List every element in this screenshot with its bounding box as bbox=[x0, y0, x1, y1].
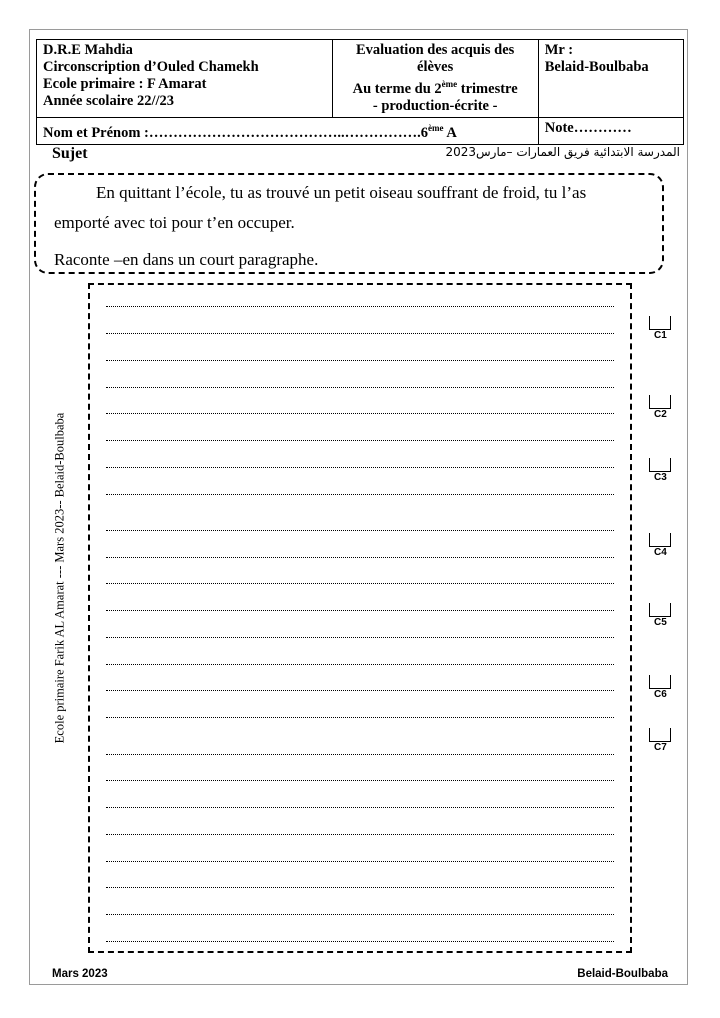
dotted-writing-line[interactable] bbox=[106, 360, 614, 361]
teacher-cell bbox=[538, 40, 683, 118]
criterion-box[interactable] bbox=[649, 533, 671, 547]
dotted-writing-line[interactable] bbox=[106, 834, 614, 835]
dotted-writing-line[interactable] bbox=[106, 413, 614, 414]
criterion-c7 bbox=[649, 728, 689, 754]
eval-title-line1: Evaluation des acquis des bbox=[355, 42, 515, 58]
footer-date: Mars 2023 bbox=[52, 968, 108, 980]
dotted-writing-line[interactable] bbox=[106, 664, 614, 665]
criterion-c2 bbox=[649, 395, 689, 421]
dotted-writing-line[interactable] bbox=[106, 861, 614, 862]
dotted-writing-line[interactable] bbox=[106, 387, 614, 388]
vertical-side-text: Ecole primaire Farik AL Amarat --- Mars 2023-- Belaid-Boulbaba bbox=[52, 412, 67, 744]
eval-title-line3: Au terme du 2ème trimestre bbox=[352, 79, 518, 97]
criterion-box[interactable] bbox=[649, 675, 671, 689]
dotted-writing-line[interactable] bbox=[106, 754, 614, 755]
circonscription-text: Circonscription d’Ouled Chamekh bbox=[43, 59, 259, 75]
criterion-label: C5 bbox=[654, 617, 667, 628]
dotted-writing-line[interactable] bbox=[106, 557, 614, 558]
criterion-box[interactable] bbox=[649, 728, 671, 742]
subject-instruction: Raconte –en dans un court paragraphe. bbox=[54, 250, 319, 269]
evaluation-title-cell bbox=[332, 40, 538, 118]
writing-area[interactable] bbox=[88, 283, 632, 953]
eval-title-line2: élèves bbox=[417, 59, 454, 75]
dotted-writing-line[interactable] bbox=[106, 807, 614, 808]
dotted-writing-line[interactable] bbox=[106, 717, 614, 718]
subject-box bbox=[34, 173, 664, 274]
dotted-writing-line[interactable] bbox=[106, 610, 614, 611]
subject-line2: emporté avec toi pour t’en occuper. bbox=[54, 213, 295, 232]
criterion-c5 bbox=[649, 603, 689, 629]
footer-author: Belaid-Boulbaba bbox=[577, 968, 668, 980]
subject-line1: En quittant l’école, tu as trouvé un petit oiseau souffrant de froid, tu l’as bbox=[96, 183, 587, 202]
criterion-box[interactable] bbox=[649, 395, 671, 409]
criterion-label: C6 bbox=[654, 689, 667, 700]
name-row bbox=[37, 117, 684, 144]
dotted-writing-line[interactable] bbox=[106, 494, 614, 495]
dotted-writing-line[interactable] bbox=[106, 306, 614, 307]
dotted-writing-line[interactable] bbox=[106, 333, 614, 334]
school-info-cell bbox=[37, 40, 333, 118]
name-field[interactable]: Nom et Prénom :…………………………………..…………….6ème A bbox=[37, 117, 539, 144]
dotted-writing-line[interactable] bbox=[106, 467, 614, 468]
criterion-label: C1 bbox=[654, 330, 667, 341]
criterion-c4 bbox=[649, 533, 689, 559]
criterion-label: C3 bbox=[654, 472, 667, 483]
directorate-text: D.R.E Mahdia bbox=[43, 42, 133, 58]
note-field[interactable]: Note………… bbox=[538, 117, 683, 144]
header-row bbox=[37, 40, 684, 118]
arabic-school-line: المدرسة الابتدائية فريق العمارات –مارس2023 bbox=[445, 145, 680, 159]
eval-title-line4: - production-écrite - bbox=[372, 97, 498, 114]
criterion-c6 bbox=[649, 675, 689, 701]
dotted-writing-line[interactable] bbox=[106, 780, 614, 781]
dotted-writing-line[interactable] bbox=[106, 530, 614, 531]
school-text: Ecole primaire : F Amarat bbox=[43, 76, 207, 92]
dotted-writing-line[interactable] bbox=[106, 914, 614, 915]
school-year-text: Année scolaire 22//23 bbox=[43, 93, 175, 109]
header-table bbox=[36, 39, 684, 145]
dotted-writing-line[interactable] bbox=[106, 690, 614, 691]
criterion-box[interactable] bbox=[649, 316, 671, 330]
dotted-writing-line[interactable] bbox=[106, 941, 614, 942]
dotted-writing-line[interactable] bbox=[106, 440, 614, 441]
teacher-name: Belaid-Boulbaba bbox=[544, 59, 649, 75]
criterion-box[interactable] bbox=[649, 603, 671, 617]
criterion-c3 bbox=[649, 458, 689, 484]
dotted-writing-line[interactable] bbox=[106, 583, 614, 584]
sujet-label: Sujet bbox=[52, 145, 88, 162]
dotted-writing-line[interactable] bbox=[106, 637, 614, 638]
criterion-label: C2 bbox=[654, 409, 667, 420]
criterion-c1 bbox=[649, 316, 689, 342]
criterion-label: C4 bbox=[654, 547, 667, 558]
dotted-writing-line[interactable] bbox=[106, 887, 614, 888]
teacher-label: Mr : bbox=[544, 42, 574, 58]
criterion-label: C7 bbox=[654, 742, 667, 753]
criterion-box[interactable] bbox=[649, 458, 671, 472]
